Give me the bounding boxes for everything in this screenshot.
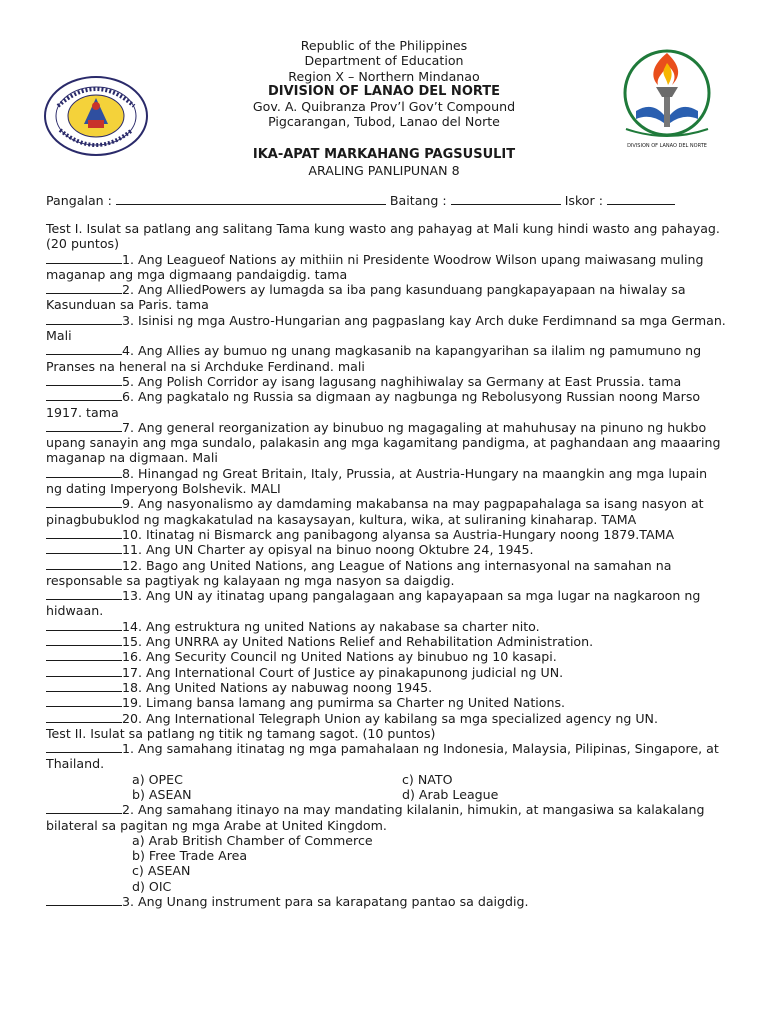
header-line: Gov. A. Quibranza Prov’l Gov’t Compound [252, 99, 516, 115]
header-line: Department of Education [304, 53, 464, 69]
answer-blank[interactable] [46, 711, 122, 723]
test-item: 6. Ang pagkatalo ng Russia sa digmaan ay nagbunga ng Rebolusyong Russian noong Marso 1917. tama [46, 389, 701, 420]
test-item: 16. Ang Security Council ng United Nations ay binubuo ng 10 kasapi. [46, 649, 726, 664]
answer-blank[interactable] [46, 665, 122, 677]
answer-blank[interactable] [46, 588, 122, 600]
score-blank[interactable] [607, 193, 675, 205]
answer-blank[interactable] [46, 374, 122, 386]
test-item: 10. Itinatag ni Bismarck ang panibagong alyansa sa Austria-Hungary noong 1879.TAMA [46, 527, 726, 542]
name-blank[interactable] [116, 193, 386, 205]
answer-blank[interactable] [46, 894, 122, 906]
mc-option: c) ASEAN [132, 863, 191, 879]
answer-blank[interactable] [46, 496, 122, 508]
test-item: 9. Ang nasyonalismo ay damdaming makabansa na may pagpapahalaga sa isang nasyon at pinagbubuklod ng magkakatulad na kasaysayan, kultura, wika, at suliraning kinaharap. TAMA [46, 496, 704, 527]
answer-blank[interactable] [46, 389, 122, 401]
test-item: 14. Ang estruktura ng united Nations ay nakabase sa charter nito. [46, 619, 726, 634]
answer-blank[interactable] [46, 649, 122, 661]
test-item: 18. Ang United Nations ay nabuwag noong 1945. [46, 680, 726, 695]
answer-blank[interactable] [46, 741, 122, 753]
test-item: 11. Ang UN Charter ay opisyal na binuo noong Oktubre 24, 1945. [46, 542, 726, 557]
answer-blank[interactable] [46, 619, 122, 631]
svg-text:DIVISION OF LANAO DEL NORTE: DIVISION OF LANAO DEL NORTE [627, 143, 707, 149]
test-item: 13. Ang UN ay itinatag upang pangalagaan ang kapayapaan sa mga lugar na nagkaroon ng hidwaan. [46, 588, 701, 619]
mc-question: 3. Ang Unang instrument para sa karapatang pantao sa daigdig. [46, 894, 726, 909]
mc-options [46, 772, 726, 803]
test-item: 2. Ang AlliedPowers ay lumagda sa iba pang kasunduang pangkapayapaan na hiwalay sa Kasunduan sa Paris. tama [46, 282, 686, 313]
student-info-line [46, 193, 736, 208]
test-item: 15. Ang UNRRA ay United Nations Relief and Rehabilitation Administration. [46, 634, 726, 649]
test-item: 1. Ang Leagueof Nations ay mithiin ni Presidente Woodrow Wilson upang maiwasang muling maganap ang mga digmaang pandaigdig. tama [46, 251, 704, 282]
letterhead [0, 38, 768, 130]
answer-blank[interactable] [46, 558, 122, 570]
mc-option: b) Free Trade Area [132, 848, 248, 864]
header-line: Region X – Northern Mindanao [288, 68, 480, 84]
answer-blank[interactable] [46, 313, 122, 325]
test-item: 7. Ang general reorganization ay binubuo ng magagaling at mahuhusay na pinuno ng hukbo upang sanayin ang mga sundalo, palakasin ang mga kagamitang pandigma, at paghandaan ang maaaring maganap na digmaan. Mali [46, 419, 721, 466]
answer-blank[interactable] [46, 802, 122, 814]
exam-title [0, 147, 768, 178]
header-line: Republic of the Philippines [300, 38, 468, 53]
answer-blank[interactable] [46, 420, 122, 432]
exam-title-main: IKA-APAT MARKAHANG PAGSUSULIT [252, 147, 516, 162]
test-item: 17. Ang International Court of Justice ay pinakapunong judicial ng UN. [46, 665, 726, 680]
exam-subject: ARALING PANLIPUNAN 8 [308, 163, 460, 178]
answer-blank[interactable] [46, 634, 122, 646]
mc-options [46, 833, 726, 894]
mc-question: 1. Ang samahang itinatag ng mga pamahalaan ng Indonesia, Malaysia, Pilipinas, Singapore, at Thailand. [46, 741, 719, 772]
mc-option: a) Arab British Chamber of Commerce [132, 832, 373, 848]
mc-option: b) ASEAN [132, 786, 192, 802]
test-item: 12. Bago ang United Nations, ang League of Nations ang internasyonal na samahan na responsable sa pagtiyak ng kalayaan ng mga nasyon sa daigdig. [46, 557, 672, 588]
test-item: 19. Limang bansa lamang ang pumirma sa Charter ng United Nations. [46, 695, 726, 710]
mc-question: 2. Ang samahang itinayo na may mandating kilalanin, himukin, at mangasiwa sa kalakalang bilateral sa pagitan ng mga Arabe at United Kingdom. [46, 802, 705, 833]
answer-blank[interactable] [46, 695, 122, 707]
answer-blank[interactable] [46, 542, 122, 554]
test-item: 4. Ang Allies ay bumuo ng unang magkasanib na kapangyarihan sa ilalim ng pamumuno ng Pranses na heneral na si Archduke Ferdinand. mali [46, 343, 702, 374]
test1-instructions: Test I. Isulat sa patlang ang salitang Tama kung wasto ang pahayag at Mali kung hindi wasto ang pahayag. (20 puntos) [46, 221, 720, 252]
test-item: 5. Ang Polish Corridor ay isang lagusang naghihiwalay sa Germany at East Prussia. tama [46, 374, 726, 389]
test-item: 20. Ang International Telegraph Union ay kabilang sa mga specialized agency ng UN. [46, 711, 726, 726]
test-item: 8. Hinangad ng Great Britain, Italy, Prussia, at Austria-Hungary na maangkin ang mga lupain ng dating Imperyong Bolshevik. MALI [46, 465, 708, 497]
answer-blank[interactable] [46, 466, 122, 478]
test-item: 3. Isinisi ng mga Austro-Hungarian ang pagpaslang kay Arch duke Ferdimnand sa mga German. Mali [46, 312, 726, 344]
division-name: DIVISION OF LANAO DEL NORTE [267, 83, 501, 99]
grade-label: Baitang : [389, 193, 447, 208]
grade-blank[interactable] [451, 193, 561, 205]
mc-option: d) Arab League [402, 786, 499, 802]
answer-blank[interactable] [46, 527, 122, 539]
name-label: Pangalan : [46, 193, 112, 208]
mc-option: c) NATO [402, 771, 453, 787]
answer-blank[interactable] [46, 343, 122, 355]
answer-blank[interactable] [46, 680, 122, 692]
mc-option: d) OIC [132, 878, 172, 894]
score-label: Iskor : [564, 193, 603, 208]
exam-body [46, 221, 726, 909]
test2-instructions: Test II. Isulat sa patlang ng titik ng tamang sagot. (10 puntos) [46, 725, 436, 741]
mc-option: a) OPEC [132, 771, 183, 787]
answer-blank[interactable] [46, 252, 122, 264]
header-line: Pigcarangan, Tubod, Lanao del Norte [268, 114, 500, 130]
answer-blank[interactable] [46, 282, 122, 294]
